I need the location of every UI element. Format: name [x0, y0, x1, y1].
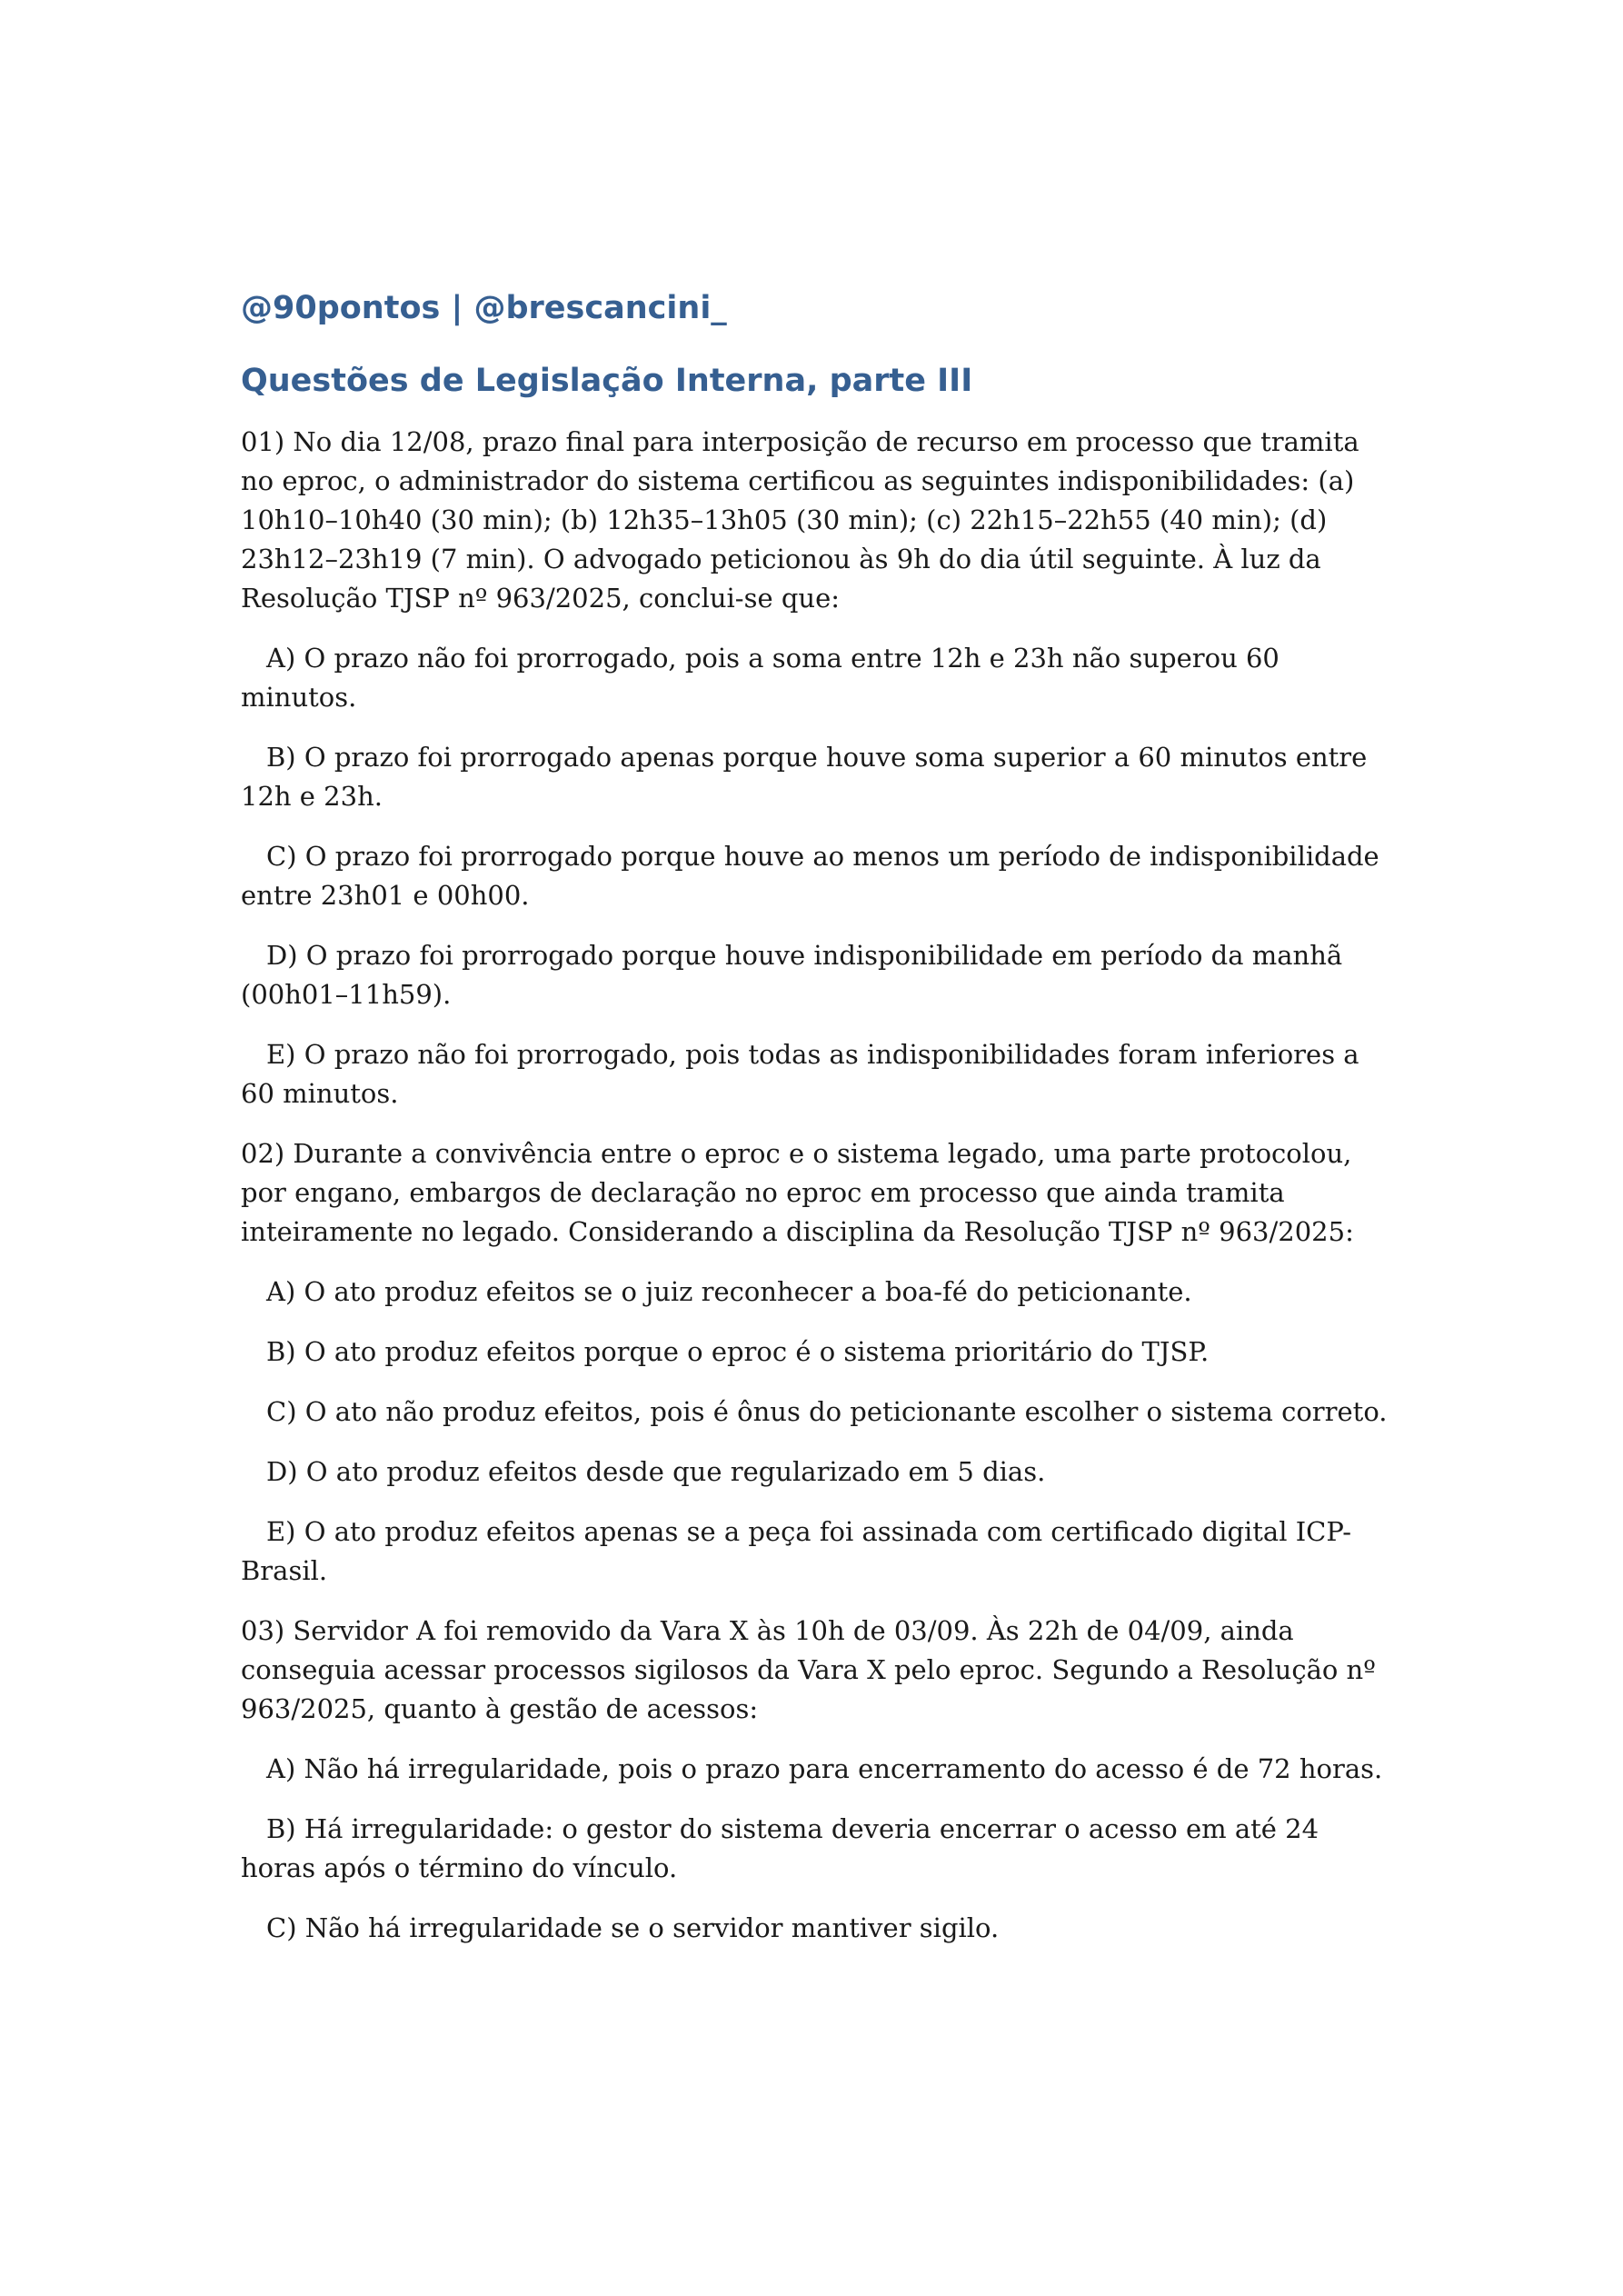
option-e: E) O ato produz efeitos apenas se a peça foi assinada com certificado digital ICP-Brasil. [241, 1516, 1352, 1586]
question-stem: 03) Servidor A foi removido da Vara X às 10h de 03/09. Às 22h de 04/09, ainda conseguia acessar processos sigilosos da Vara X pelo eproc. Segundo a Resolução nº 963/2025, quanto à gestão de acessos: [241, 1615, 1376, 1724]
document-title: Questões de Legislação Interna, parte III [241, 363, 973, 399]
question-2 [241, 1134, 1399, 1591]
option-a: A) Não há irregularidade, pois o prazo para encerramento do acesso é de 72 horas. [266, 1753, 1383, 1784]
option-b: B) Há irregularidade: o gestor do sistema deveria encerrar o acesso em até 24 horas após o término do vínculo. [241, 1813, 1319, 1883]
option-c: C) Não há irregularidade se o servidor mantiver sigilo. [266, 1912, 1000, 1943]
question-1 [241, 423, 1399, 1113]
option-b: B) O prazo foi prorrogado apenas porque houve soma superior a 60 minutos entre 12h e 23h. [241, 742, 1368, 812]
question-stem: 02) Durante a convivência entre o eproc e o sistema legado, uma parte protocolou, por engano, embargos de declaração no eproc em processo que ainda tramita inteiramente no legado. Considerando a disciplina da Resolução TJSP nº 963/2025: [241, 1138, 1354, 1247]
question-3 [241, 1612, 1399, 1948]
option-c: C) O prazo foi prorrogado porque houve ao menos um período de indisponibilidade entre 23h01 e 00h00. [241, 841, 1379, 911]
option-c: C) O ato não produz efeitos, pois é ônus do peticionante escolher o sistema correto. [266, 1396, 1388, 1427]
question-stem: 01) No dia 12/08, prazo final para interposição de recurso em processo que tramita no eproc, o administrador do sistema certificou as seguintes indisponibilidades: (a) 10h10–10h40 (30 min); (b) 12h35–13h05 (30 min); (c) 22h15–22h55 (40 min); (d) 23h12–23h19 (7 min). O advogado peticionou às 9h do dia útil seguinte. À luz da Resolução TJSP nº 963/2025, conclui-se que: [241, 426, 1359, 614]
option-d: D) O ato produz efeitos desde que regularizado em 5 dias. [266, 1456, 1046, 1487]
option-a: A) O prazo não foi prorrogado, pois a soma entre 12h e 23h não superou 60 minutos. [241, 643, 1279, 713]
document-page [241, 286, 1399, 1969]
option-e: E) O prazo não foi prorrogado, pois todas as indisponibilidades foram inferiores a 60 minutos. [241, 1039, 1359, 1109]
author-handles: @90pontos | @brescancini_ [241, 290, 727, 326]
option-a: A) O ato produz efeitos se o juiz reconhecer a boa-fé do peticionante. [266, 1276, 1192, 1307]
option-d: D) O prazo foi prorrogado porque houve indisponibilidade em período da manhã (00h01–11h59). [241, 940, 1343, 1010]
option-b: B) O ato produz efeitos porque o eproc é o sistema prioritário do TJSP. [266, 1336, 1210, 1367]
